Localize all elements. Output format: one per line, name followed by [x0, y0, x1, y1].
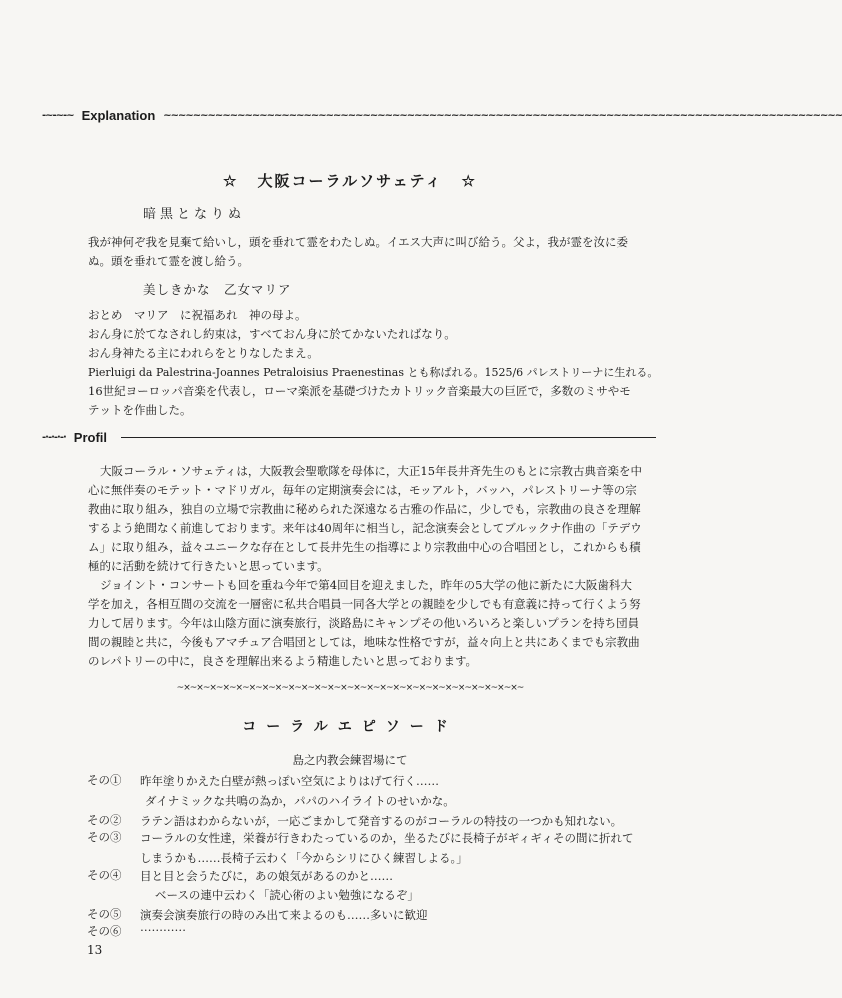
episode-label: その④ — [87, 868, 122, 882]
song2-line-2: おん身に於てなされし約束は，すべておん身に於てかないたればなり。 — [88, 327, 456, 341]
dotted-ornament-left: -·-·-·-· — [42, 432, 66, 443]
profil-line: 間の親睦と共に，今後もアマチュア合唱団としては，地味な性格ですが，益々向上と共にあくまでも宗教曲 — [88, 635, 640, 649]
song2-line-5: 16世紀ヨーロッパ音楽を代表し，ローマ楽派を基礎づけたカトリック音楽最大の巨匠で，多数のミサやモ — [88, 384, 631, 398]
profil-header — [42, 430, 656, 445]
song2-line-4: Pierluigi da Palestrina-Joannes Petraloisius Praenestinas とも称ばれる。1525/6 パレストリーナに生れる。 — [88, 366, 659, 379]
episode-label: その② — [87, 813, 122, 827]
header-rule — [121, 437, 656, 438]
profil-line: 極的に活動を続けて行きたいと思っています。 — [88, 559, 329, 573]
profil-heading: Profil — [73, 430, 108, 445]
episode-line: ラテン語はわからないが，一応ごまかして発音するのがコーラルの特技の一つかも知れない。 — [140, 814, 623, 828]
episode-label: その③ — [87, 830, 122, 844]
star-icon: ☆ — [223, 172, 239, 190]
wave-ornament-right: ~~~~~~~~~~~~~~~~~~~~~~~~~~~~~~~~~~~~~~~~~~~~~~~~~~~~~~~~~~~~~~~~~~~~~~~~~~~~~~~~~~~~~~~~~~~~ — [163, 110, 842, 121]
episode-line: しまうかも……長椅子云わく「今からシリにひく練習しよる。」 — [140, 851, 468, 865]
explanation-header — [42, 108, 842, 123]
episode-line: ………… — [140, 920, 186, 934]
profil-line: 学を加え，各相互間の交流を一層密に私共合唱員一同各大学との親睦を少しでも有意義に持って行くよう努 — [88, 597, 641, 611]
episode-label: その⑥ — [87, 924, 122, 938]
episode-line: コーラルの女性達，栄養が行きわたっているのか，坐るたびに長椅子がギィギィその間に折れて — [140, 831, 634, 845]
choir-title: 大阪コーラルソサェティ — [257, 172, 443, 190]
wave-ornament-left: -~-~-~ — [42, 110, 74, 121]
episode-line: ベースの連中云わく「読心術のよい勉強になるぞ」 — [155, 888, 419, 902]
song2-line-3: おん身神たる主にわれらをとりなしたまえ。 — [88, 346, 319, 360]
profil-line: 力して居ります。今年は山陰方面に演奏旅行，淡路島にキャンプその他いろいろと楽しいプランを持ち団員 — [88, 616, 640, 630]
ornament-divider: ~×~×~×~×~×~×~×~×~×~×~×~×~×~×~×~×~×~×~×~×~×~×~×~×~×~×~ — [176, 683, 524, 693]
star-icon: ☆ — [461, 172, 477, 190]
choir-title-row — [0, 170, 700, 191]
song2-line-1: おとめ マリア に祝福あれ 神の母よ。 — [88, 308, 307, 322]
profil-paragraph — [88, 462, 642, 671]
episode-title: コーラルエピソード — [242, 719, 458, 735]
episode-line: 目と目と会うたびに，あの娘気があるのかと…… — [140, 869, 393, 883]
episode-label: その⑤ — [87, 907, 122, 921]
explanation-heading: Explanation — [81, 108, 156, 123]
profil-line: するよう絶間なく前進しております。来年は40周年に相当し，記念演奏会としてブルックナ作曲の「テデウ — [88, 521, 642, 535]
song2-line-6: テットを作曲した。 — [88, 403, 192, 417]
profil-line: ジョイント・コンサートも回を重ね今年で第4回目を迎えました，昨年の5大学の他に新たに大阪歯科大 — [100, 578, 632, 592]
profil-line: 大阪コーラル・ソサェティは，大阪教会聖歌隊を母体に，大正15年長井斉先生のもとに宗教古典音楽を中 — [100, 464, 643, 478]
episode-subtitle: 島之内教会練習場にて — [292, 753, 408, 767]
episode-label: その① — [87, 773, 122, 787]
profil-line: ム」に取り組み，益々ユニークな存在として長井先生の指導により宗教曲中心の合唱団とし，これからも積 — [88, 540, 641, 554]
song1-line-2: ぬ。頭を垂れて霊を渡し給う。 — [88, 254, 249, 268]
profil-line: のレパトリーの中に，良さを理解出来るよう精進したいと思っております。 — [88, 654, 478, 668]
page-number: 13 — [87, 943, 103, 957]
song2-title: 美しきかな 乙女マリア — [143, 282, 292, 297]
song1-line-1: 我が神何ぞ我を見棄て給いし，頭を垂れて霊をわたしぬ。イエス大声に叫び給う。父よ，我が霊を汝に委 — [88, 235, 629, 249]
song1-title: 暗黒となりぬ — [143, 207, 246, 222]
episode-line: ダイナミックな共鳴の為か，パパのハイライトのせいかな。 — [145, 794, 455, 808]
profil-line: 心に無伴奏のモテット・マドリガル，毎年の定期演奏会には，モッアルト，バッハ，パレストリーナ等の宗 — [88, 483, 637, 497]
episode-line: 演奏会演奏旅行の時のみ出て来よるのも……多いに歓迎 — [140, 908, 428, 922]
profil-line: 教曲に取り組み，独自の立場で宗教曲に秘められた深遠なる古雅の作品に，少しでも，宗教曲の良さを理解 — [88, 502, 641, 516]
episode-line: 昨年塗りかえた白壁が熱っぽい空気によりはげて行く…… — [140, 774, 439, 788]
